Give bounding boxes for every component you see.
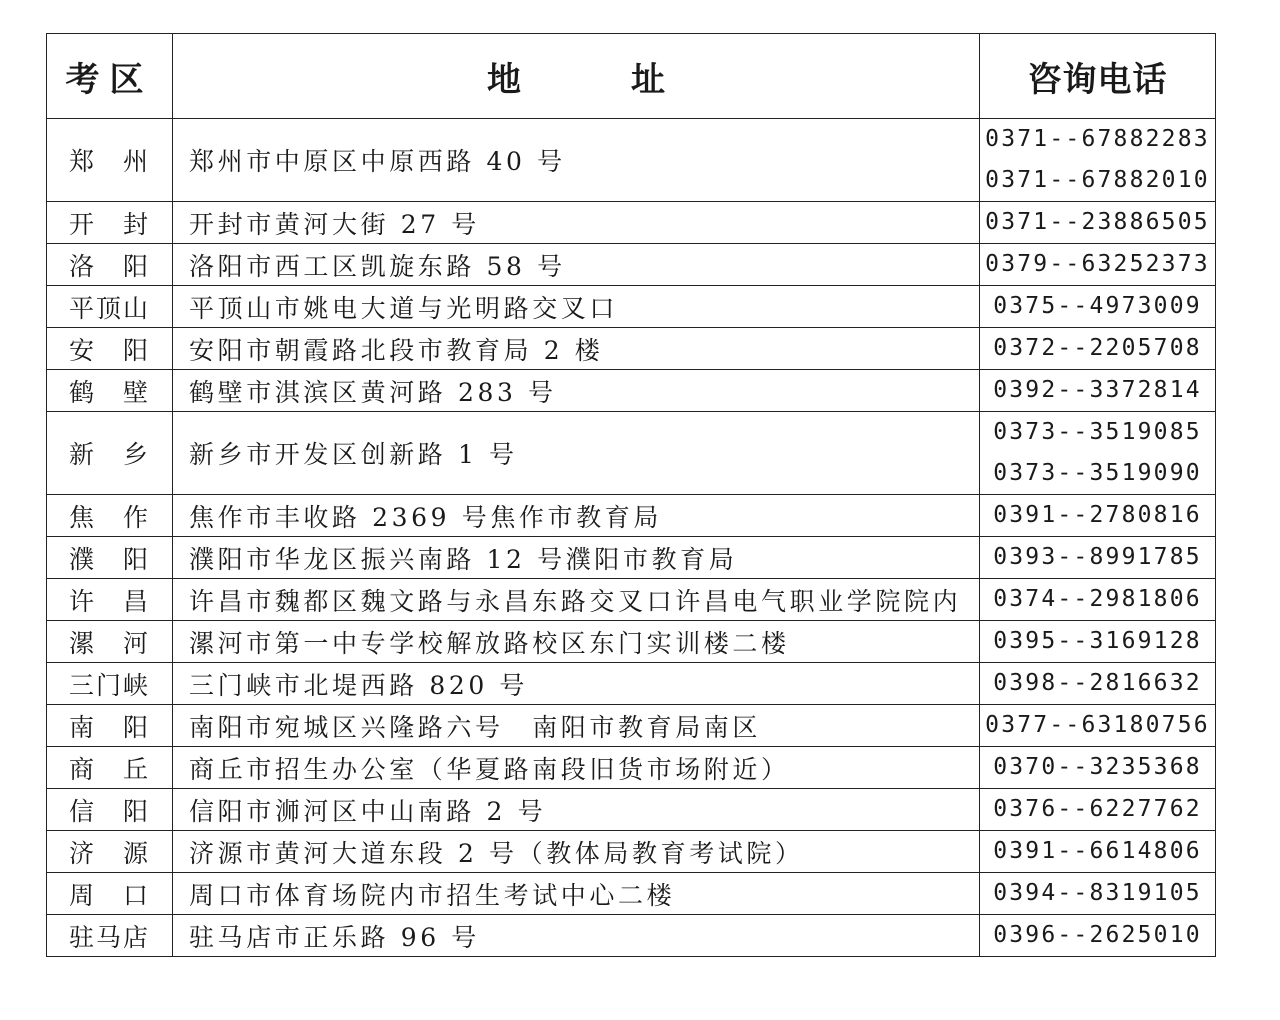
address-cell: 南阳市宛城区兴隆路六号 南阳市教育局南区 bbox=[173, 705, 980, 747]
phone-cell bbox=[980, 789, 1216, 831]
table-row bbox=[47, 663, 1216, 705]
address-cell: 鹤壁市淇滨区黄河路 283 号 bbox=[173, 370, 980, 412]
area-cell: 新乡 bbox=[47, 412, 173, 495]
area-cell: 三门峡 bbox=[47, 663, 173, 705]
table-header bbox=[47, 34, 1216, 119]
phone-number: 0391--6614806 bbox=[993, 838, 1202, 864]
table-row bbox=[47, 579, 1216, 621]
header-address-char-2: 址 bbox=[631, 59, 665, 100]
phone-cell bbox=[980, 202, 1216, 244]
address-cell: 漯河市第一中专学校解放路校区东门实训楼二楼 bbox=[173, 621, 980, 663]
area-cell: 南阳 bbox=[47, 705, 173, 747]
phone-number: 0373--3519090 bbox=[993, 460, 1202, 486]
phone-number: 0395--3169128 bbox=[993, 628, 1202, 654]
phone-number: 0379--63252373 bbox=[985, 251, 1210, 277]
phone-cell bbox=[980, 915, 1216, 957]
address-cell: 平顶山市姚电大道与光明路交叉口 bbox=[173, 286, 980, 328]
table-row bbox=[47, 915, 1216, 957]
phone-number: 0372--2205708 bbox=[993, 335, 1202, 361]
exam-area-table bbox=[46, 33, 1216, 957]
area-cell: 周口 bbox=[47, 873, 173, 915]
area-cell: 济源 bbox=[47, 831, 173, 873]
phone-number: 0371--67882283 bbox=[985, 126, 1210, 152]
phone-cell bbox=[980, 537, 1216, 579]
area-cell: 平顶山 bbox=[47, 286, 173, 328]
phone-number: 0394--8319105 bbox=[993, 880, 1202, 906]
table-row bbox=[47, 789, 1216, 831]
table-row bbox=[47, 495, 1216, 537]
header-address-char-1: 地 bbox=[487, 59, 521, 100]
header-phone: 咨询电话 bbox=[980, 34, 1216, 119]
table-row bbox=[47, 119, 1216, 202]
phone-cell bbox=[980, 621, 1216, 663]
address-cell: 信阳市浉河区中山南路 2 号 bbox=[173, 789, 980, 831]
address-cell: 商丘市招生办公室（华夏路南段旧货市场附近） bbox=[173, 747, 980, 789]
address-cell: 许昌市魏都区魏文路与永昌东路交叉口许昌电气职业学院院内 bbox=[173, 579, 980, 621]
phone-cell bbox=[980, 831, 1216, 873]
phone-number: 0373--3519085 bbox=[993, 419, 1202, 445]
address-cell: 濮阳市华龙区振兴南路 12 号濮阳市教育局 bbox=[173, 537, 980, 579]
table-row bbox=[47, 831, 1216, 873]
table-row bbox=[47, 286, 1216, 328]
header-area: 考区 bbox=[47, 34, 173, 119]
phone-number: 0370--3235368 bbox=[993, 754, 1202, 780]
table-row bbox=[47, 537, 1216, 579]
table-row bbox=[47, 328, 1216, 370]
phone-cell bbox=[980, 663, 1216, 705]
table-row bbox=[47, 621, 1216, 663]
phone-number: 0371--23886505 bbox=[985, 209, 1210, 235]
phone-number: 0398--2816632 bbox=[993, 670, 1202, 696]
area-cell: 许昌 bbox=[47, 579, 173, 621]
phone-number: 0375--4973009 bbox=[993, 293, 1202, 319]
table-row bbox=[47, 873, 1216, 915]
phone-number: 0396--2625010 bbox=[993, 922, 1202, 948]
table-row bbox=[47, 747, 1216, 789]
header-address bbox=[173, 34, 980, 119]
table-row bbox=[47, 705, 1216, 747]
address-cell: 三门峡市北堤西路 820 号 bbox=[173, 663, 980, 705]
phone-cell bbox=[980, 747, 1216, 789]
phone-number: 0371--67882010 bbox=[985, 167, 1210, 193]
area-cell: 开封 bbox=[47, 202, 173, 244]
table-row bbox=[47, 244, 1216, 286]
table-row bbox=[47, 412, 1216, 495]
area-cell: 濮阳 bbox=[47, 537, 173, 579]
phone-cell bbox=[980, 412, 1216, 495]
phone-number: 0391--2780816 bbox=[993, 502, 1202, 528]
phone-cell bbox=[980, 370, 1216, 412]
address-cell: 济源市黄河大道东段 2 号（教体局教育考试院） bbox=[173, 831, 980, 873]
area-cell: 漯河 bbox=[47, 621, 173, 663]
area-cell: 驻马店 bbox=[47, 915, 173, 957]
phone-number: 0376--6227762 bbox=[993, 796, 1202, 822]
phone-cell bbox=[980, 579, 1216, 621]
phone-cell bbox=[980, 495, 1216, 537]
phone-number: 0374--2981806 bbox=[993, 586, 1202, 612]
address-cell: 安阳市朝霞路北段市教育局 2 楼 bbox=[173, 328, 980, 370]
area-cell: 鹤壁 bbox=[47, 370, 173, 412]
phone-cell bbox=[980, 873, 1216, 915]
phone-cell bbox=[980, 705, 1216, 747]
address-cell: 焦作市丰收路 2369 号焦作市教育局 bbox=[173, 495, 980, 537]
phone-number: 0393--8991785 bbox=[993, 544, 1202, 570]
address-cell: 新乡市开发区创新路 1 号 bbox=[173, 412, 980, 495]
area-cell: 商丘 bbox=[47, 747, 173, 789]
table-row bbox=[47, 370, 1216, 412]
table-row bbox=[47, 202, 1216, 244]
header-row bbox=[47, 34, 1216, 119]
address-cell: 开封市黄河大街 27 号 bbox=[173, 202, 980, 244]
area-cell: 郑州 bbox=[47, 119, 173, 202]
phone-number: 0377--63180756 bbox=[985, 712, 1210, 738]
address-cell: 周口市体育场院内市招生考试中心二楼 bbox=[173, 873, 980, 915]
address-cell: 驻马店市正乐路 96 号 bbox=[173, 915, 980, 957]
phone-cell bbox=[980, 119, 1216, 202]
address-cell: 洛阳市西工区凯旋东路 58 号 bbox=[173, 244, 980, 286]
table-body bbox=[47, 119, 1216, 957]
area-cell: 安阳 bbox=[47, 328, 173, 370]
area-cell: 信阳 bbox=[47, 789, 173, 831]
area-cell: 洛阳 bbox=[47, 244, 173, 286]
phone-cell bbox=[980, 244, 1216, 286]
area-cell: 焦作 bbox=[47, 495, 173, 537]
phone-number: 0392--3372814 bbox=[993, 377, 1202, 403]
phone-cell bbox=[980, 328, 1216, 370]
address-cell: 郑州市中原区中原西路 40 号 bbox=[173, 119, 980, 202]
phone-cell bbox=[980, 286, 1216, 328]
